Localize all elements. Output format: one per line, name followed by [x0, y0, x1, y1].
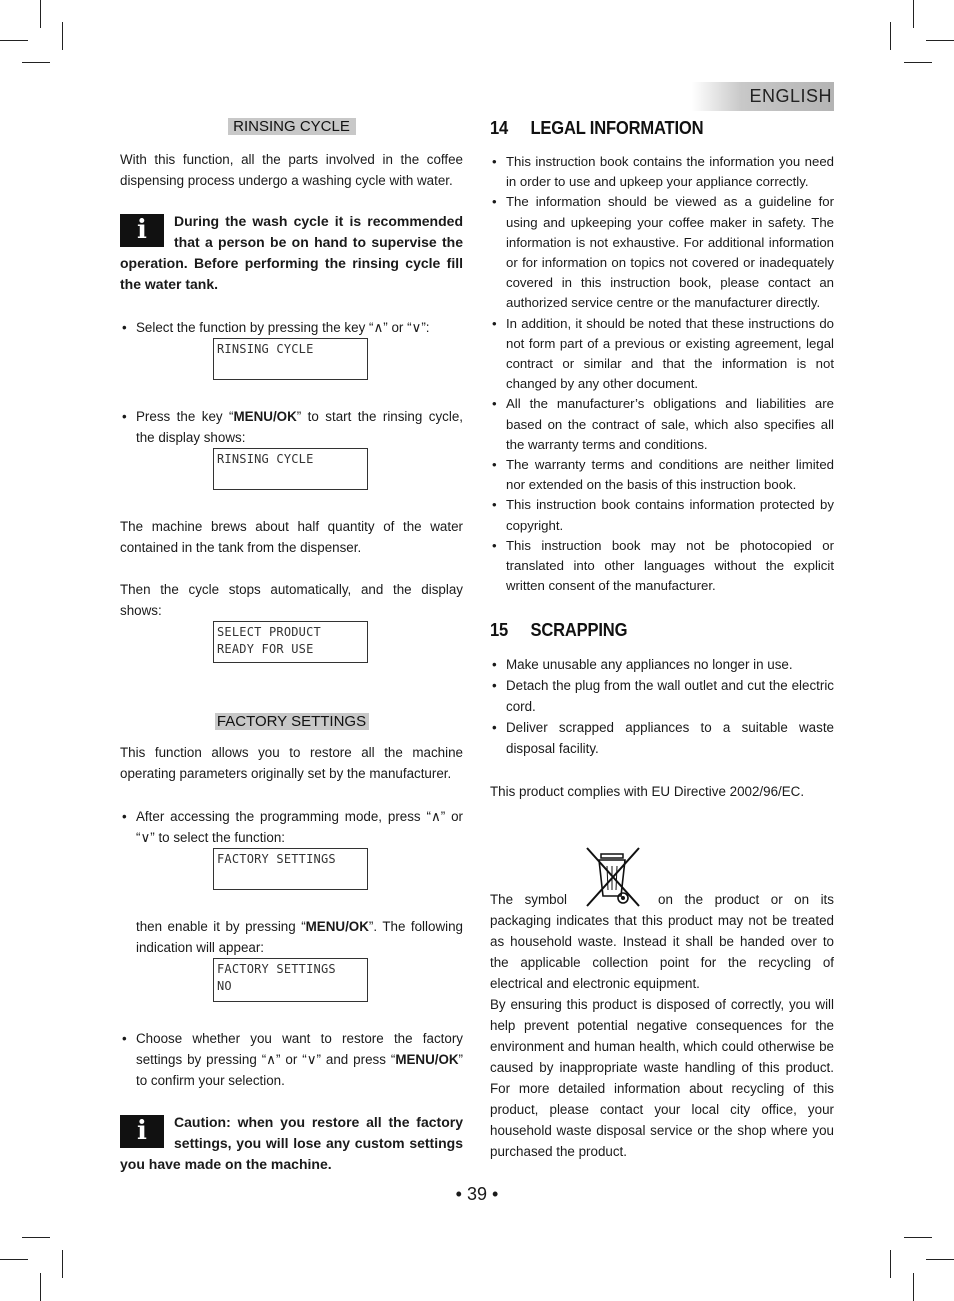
list-item: • The information should be viewed as a guideline for using and upkeeping your coffee maker in safety. The information is not exhaustive. For additional information or for information on topics not covered or inadequately covered in this instruction book, please contact an authorized service centre or the manufacturer directly.	[490, 192, 834, 313]
list-item: • Select the function by pressing the key “∧” or “∨”:	[120, 317, 463, 338]
right-column	[490, 116, 834, 1162]
rinsing-intro: With this function, all the parts involved in the coffee dispensing process undergo a washing cycle with water.	[120, 152, 463, 188]
menu-ok-key: MENU/OK	[305, 919, 369, 934]
rinsing-steps	[120, 317, 463, 338]
crop-mark	[904, 1237, 932, 1238]
crop-mark	[904, 62, 932, 63]
stops-text: Then the cycle stops automatically, and the display shows:	[120, 582, 463, 618]
scrapping-list	[490, 654, 834, 759]
crop-mark	[926, 1259, 954, 1260]
list-item: • After accessing the programming mode, press “∧” or “∨” to select the function:	[120, 806, 463, 848]
language-label: ENGLISH	[749, 86, 832, 106]
page-number: • 39 •	[455, 1184, 499, 1204]
info-icon: i	[120, 1115, 164, 1148]
scrapping-heading: 15 SCRAPPING	[490, 620, 628, 641]
display-ready: SELECT PRODUCT READY FOR USE	[213, 621, 368, 663]
crop-mark	[40, 1273, 41, 1301]
crop-mark	[0, 1259, 28, 1260]
menu-ok-key: MENU/OK	[395, 1052, 459, 1067]
legal-information-heading: 14 LEGAL INFORMATION	[490, 118, 704, 138]
legal-list	[490, 152, 834, 596]
info-icon: i	[120, 214, 164, 247]
menu-ok-key: MENU/OK	[233, 409, 297, 424]
factory-steps-2	[120, 916, 463, 958]
factory-steps	[120, 806, 463, 848]
list-item: • Make unusable any appliances no longer in use.	[490, 654, 834, 675]
info-note-text: Caution: when you restore all the factory settings, you will lose any custom settings you have made on the machine.	[120, 1114, 463, 1172]
crop-mark	[890, 22, 891, 50]
list-item: • Press the key “MENU/OK” to start the rinsing cycle, the display shows:	[120, 406, 463, 448]
display-factory-settings: FACTORY SETTINGS	[213, 848, 368, 890]
crop-mark	[926, 40, 954, 41]
symbol-paragraph: The symbol on the product or on its packaging indicates that this product may not be treated as household waste. Instead it shall be handed over to the applicable collection point for the recycling of electrical and electronic equipment.	[490, 844, 834, 994]
list-item: • All the manufacturer’s obligations and liabilities are based on the contract of sale, which also specifies all the warranty terms and conditions.	[490, 394, 834, 455]
list-item: • Detach the plug from the wall outlet and cut the electric cord.	[490, 675, 834, 717]
info-note-caution	[120, 1112, 463, 1175]
rinsing-steps-2	[120, 406, 463, 448]
up-arrow-key-icon: ∧	[266, 1052, 276, 1067]
up-arrow-key-icon: ∧	[430, 809, 441, 824]
left-column	[120, 116, 463, 1175]
factory-settings-heading: FACTORY SETTINGS	[215, 713, 369, 730]
crop-mark	[62, 22, 63, 50]
dispose-paragraph: By ensuring this product is disposed of correctly, you will help prevent potential negative consequences for the environment and human health, which could otherwise be caused by inappropriate waste handling of this product. For more detailed information about recycling of this product, please contact your local city office, your household waste disposal service or the shop where you purchased the product.	[490, 997, 834, 1160]
factory-steps-3	[120, 1028, 463, 1091]
up-arrow-key-icon: ∧	[373, 320, 384, 335]
list-item: • Deliver scrapped appliances to a suitable waste disposal facility.	[490, 717, 834, 759]
crop-mark	[913, 0, 914, 28]
display-factory-settings-no: FACTORY SETTINGS NO	[213, 958, 368, 1002]
list-item: • This instruction book contains information protected by copyright.	[490, 495, 834, 535]
language-tab	[692, 82, 834, 111]
crop-mark	[40, 0, 41, 28]
crop-mark	[22, 62, 50, 63]
info-note-text: During the wash cycle it is recommended that a person be on hand to supervise the operation. Before performing the rinsing cycle fill the water tank.	[120, 213, 463, 292]
crop-mark	[62, 1250, 63, 1278]
down-arrow-key-icon: ∨	[140, 830, 151, 845]
crop-mark	[0, 40, 28, 41]
down-arrow-key-icon: ∨	[411, 320, 422, 335]
list-item: • Choose whether you want to restore the factory settings by pressing “∧” or “∨” and press “MENU/OK” to confirm your selection.	[120, 1028, 463, 1091]
down-arrow-key-icon: ∨	[306, 1052, 317, 1067]
display-rinsing-cycle-running: RINSING CYCLE	[213, 448, 368, 490]
list-item: • This instruction book contains the information you need in order to use and upkeep your appliance correctly.	[490, 152, 834, 192]
brews-text: The machine brews about half quantity of the water contained in the tank from the dispenser.	[120, 519, 463, 555]
list-item: • This instruction book may not be photocopied or translated into other languages without the explicit written consent of the manufacturer.	[490, 536, 834, 597]
directive-text: This product complies with EU Directive 2002/96/EC.	[490, 784, 805, 800]
crossed-out-wheelie-bin-icon	[581, 844, 645, 908]
crop-mark	[890, 1250, 891, 1278]
list-item: • In addition, it should be noted that these instructions do not form part of a previous or existing agreement, legal contract or similar and that the information is not changed by any other document.	[490, 314, 834, 395]
info-note-wash	[120, 211, 463, 295]
list-item: • The warranty terms and conditions are neither limited nor extended on the basis of this instruction book.	[490, 455, 834, 495]
crop-mark	[913, 1273, 914, 1301]
rinsing-cycle-heading: RINSING CYCLE	[228, 118, 356, 135]
display-rinsing-cycle: RINSING CYCLE	[213, 338, 368, 380]
factory-intro: This function allows you to restore all the machine operating parameters originally set by the manufacturer.	[120, 745, 463, 781]
list-item: then enable it by pressing “MENU/OK”. The following indication will appear:	[136, 919, 463, 955]
crop-mark	[22, 1237, 50, 1238]
